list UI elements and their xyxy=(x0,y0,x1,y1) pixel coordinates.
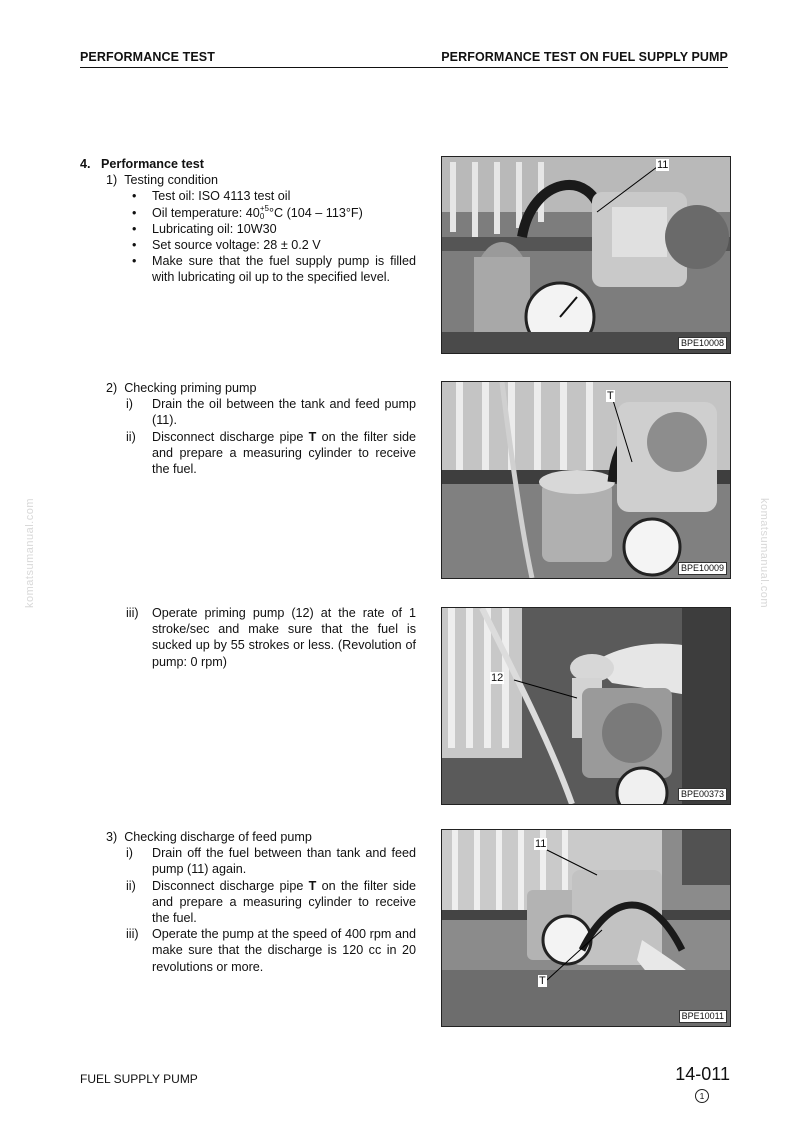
photo-label: BPE10009 xyxy=(678,562,727,575)
header-left: PERFORMANCE TEST xyxy=(80,50,215,64)
bullet: • xyxy=(132,189,137,204)
watermark-right: komatsumanual.com xyxy=(758,498,770,608)
bullet: • xyxy=(132,221,137,236)
feed-title: 3) Checking discharge of feed pump xyxy=(106,830,312,844)
callout-label: T xyxy=(607,390,614,402)
testing-condition-title: 1) Testing condition xyxy=(106,173,219,188)
section-heading: 4. Performance test xyxy=(80,157,204,171)
header-right: PERFORMANCE TEST ON FUEL SUPPLY PUMP xyxy=(441,50,728,64)
revision-mark: 1 xyxy=(695,1089,709,1103)
bullet: • xyxy=(132,238,137,253)
photo-label: BPE10008 xyxy=(678,337,727,350)
list-item: • Make sure that the fuel supply pump is filled with lubricating oil up to the specified level. xyxy=(132,254,416,285)
bullet: • xyxy=(132,205,137,220)
photo-label: BPE10011 xyxy=(679,1010,727,1023)
list-item-oil-temperature: • Oil temperature: 40 +5 0 °C (104 – 113°F) xyxy=(132,203,363,221)
priming-pump-block xyxy=(80,380,416,477)
priming-step-iii-block xyxy=(80,605,416,670)
list-item: • Lubricating oil: 10W30 xyxy=(132,221,277,236)
page-number: 14-011 xyxy=(675,1064,730,1084)
bullet: • xyxy=(132,254,137,269)
step-item: iii) Operate priming pump (12) at the rate of 1 stroke/sec and make sure that the fuel is sucked up by 55 strokes or less. (Revolution of pump: 0 rpm) xyxy=(126,606,416,669)
testing-condition-block xyxy=(80,156,416,286)
step-item: ii) Disconnect discharge pipe T on the filter side and prepare a measuring cylinder to receive the fuel. xyxy=(126,878,417,926)
step-item: i) Drain the oil between the tank and feed pump (11). xyxy=(126,397,416,428)
list-item: • Set source voltage: 28 ± 0.2 V xyxy=(132,238,321,253)
watermark-left: komatsumanual.com xyxy=(24,498,36,608)
photo-feed-pump-discharge xyxy=(441,829,731,1027)
footer-section-name: FUEL SUPPLY PUMP xyxy=(80,1072,198,1086)
list-item: • Test oil: ISO 4113 test oil xyxy=(132,189,291,204)
step-item: i) Drain off the fuel between than tank and feed pump (11) again. xyxy=(126,846,416,877)
header-rule xyxy=(80,67,728,68)
photo-operating-priming-pump xyxy=(441,607,731,805)
priming-title: 2) Checking priming pump xyxy=(106,381,257,395)
section-title: Performance test xyxy=(101,157,204,171)
photo-fuel-pump-on-test-bench xyxy=(441,156,731,354)
feed-pump-block xyxy=(80,829,416,975)
step-item: iii) Operate the pump at the speed of 400 rpm and make sure that the discharge is 120 cc in 20 revolutions or more. xyxy=(126,927,416,974)
photo-label: BPE00373 xyxy=(678,788,727,801)
callout-label: 12 xyxy=(491,672,504,684)
photo-priming-pump-setup xyxy=(441,381,731,579)
callout-label: T xyxy=(539,975,546,987)
step-item: ii) Disconnect discharge pipe T on the filter side and prepare a measuring cylinder to receive the fuel. xyxy=(126,429,417,477)
callout-label: 11 xyxy=(535,838,547,850)
callout-label: 11 xyxy=(657,159,669,171)
